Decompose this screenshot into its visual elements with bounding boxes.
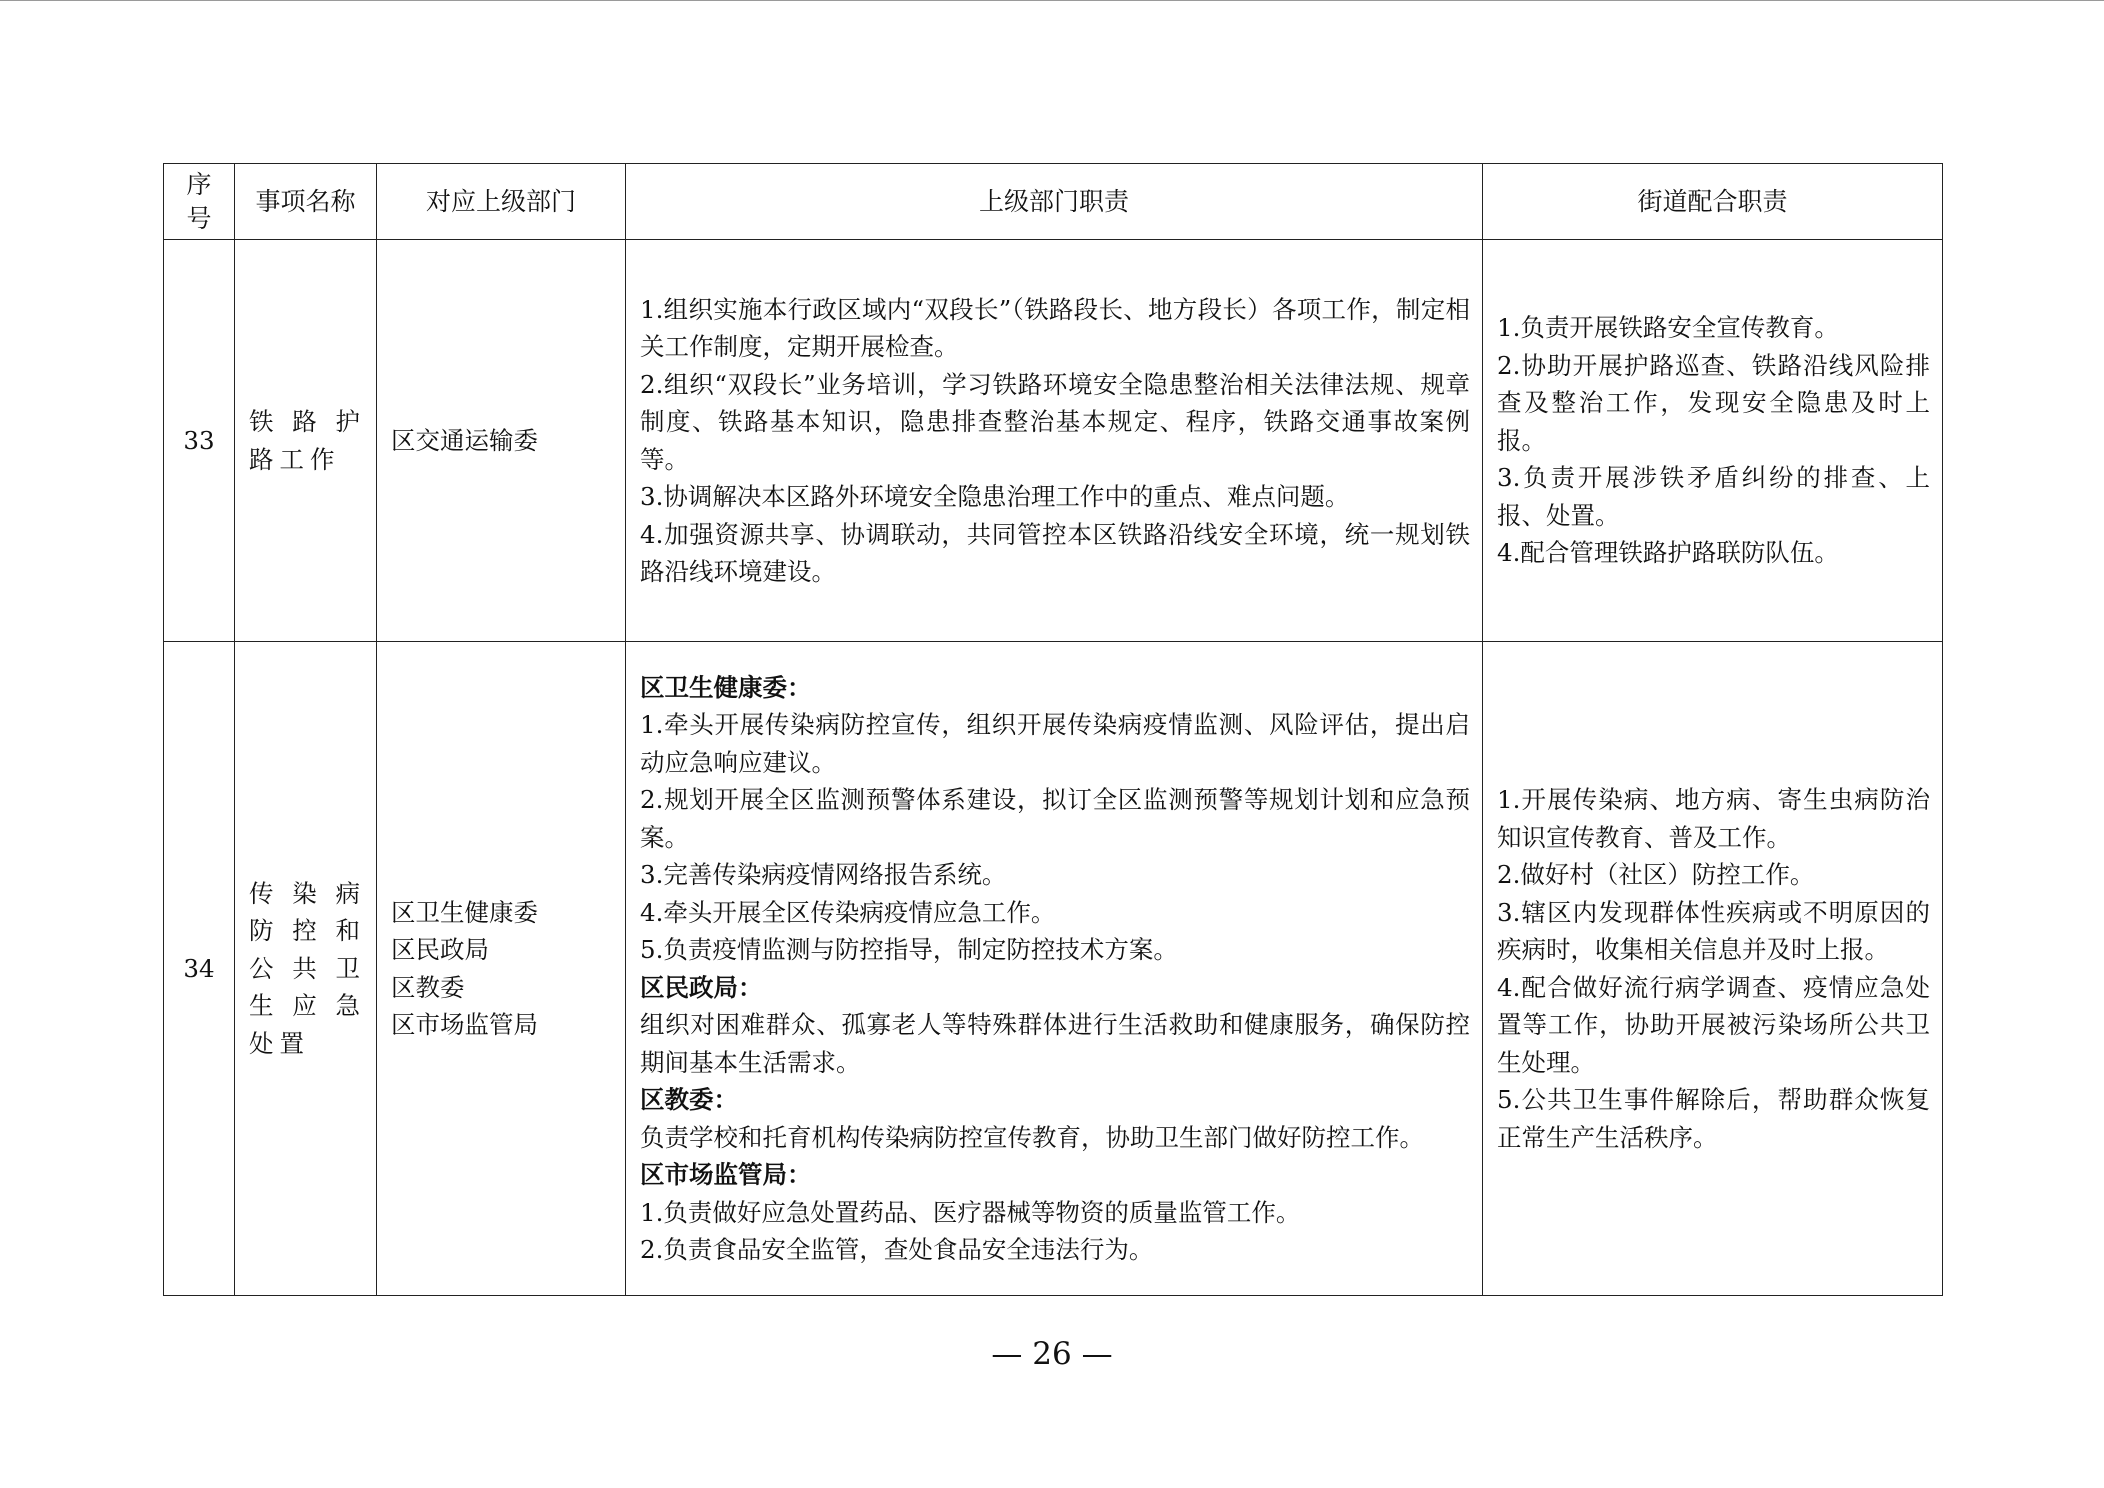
duty-line: 1.组织实施本行政区域内“双段长”（铁路段长、地方段长）各项工作，制定相关工作制度，定期开展检查。 [640, 294, 1470, 361]
duty-group-heading: 区卫生健康委： [640, 672, 812, 702]
duty-group-heading: 区市场监管局： [640, 1160, 812, 1189]
row-street-cooperation [1483, 240, 1943, 642]
coop-line: 3.辖区内发现群体性疾病或不明原因的疾病时，收集相关信息并及时上报。 [1497, 897, 1930, 964]
coop-line: 1.负责开展铁路安全宣传教育。 [1497, 313, 1839, 343]
duty-table [163, 163, 1943, 1296]
duty-line: 2.组织“双段长”业务培训，学习铁路环境安全隐患整治相关法律法规、规章制度、铁路基本知识，隐患排查整治基本规定、程序，铁路交通事故案例等。 [640, 369, 1470, 474]
duty-line: 1.负责做好应急处置药品、医疗器械等物资的质量监管工作。 [640, 1197, 1301, 1227]
coop-line: 5.公共卫生事件解除后，帮助群众恢复正常生产生活秩序。 [1497, 1085, 1930, 1152]
row-street-cooperation [1483, 642, 1943, 1296]
table-row [164, 642, 1943, 1296]
row-seq: 34 [164, 642, 235, 1296]
duty-line: 组织对困难群众、孤寡老人等特殊群体进行生活救助和健康服务，确保防控期间基本生活需求。 [640, 1010, 1470, 1077]
duty-table-container [163, 163, 1942, 1296]
duty-group-heading: 区民政局： [640, 972, 763, 1002]
coop-line: 3.负责开展涉铁矛盾纠纷的排查、上报、处置。 [1497, 463, 1930, 530]
row-seq: 33 [164, 240, 235, 642]
row-item-name: 传染病防控和公共卫生应急处置 [235, 642, 377, 1296]
duty-line: 3.完善传染病疫情网络报告系统。 [640, 860, 1007, 889]
duty-line: 负责学校和托育机构传染病防控宣传教育，协助卫生部门做好防控工作。 [640, 1122, 1424, 1152]
table-header-row [164, 164, 1943, 240]
header-superior-duty: 上级部门职责 [626, 164, 1483, 240]
row-superior-dept [377, 240, 626, 642]
duty-line: 4.加强资源共享、协调联动，共同管控本区铁路沿线安全环境，统一规划铁路沿线环境建设。 [640, 519, 1470, 586]
duty-group-heading: 区教委： [640, 1085, 738, 1114]
header-item-name: 事项名称 [235, 164, 377, 240]
coop-line: 2.做好村（社区）防控工作。 [1497, 860, 1815, 889]
coop-line: 4.配合做好流行病学调查、疫情应急处置等工作，协助开展被污染场所公共卫生处理。 [1497, 972, 1930, 1077]
dept-line: 区民政局 [391, 935, 489, 964]
page-top-border [0, 0, 2104, 1]
dept-line: 区教委 [391, 972, 465, 1002]
header-seq: 序号 [164, 164, 235, 240]
dept-line: 区市场监管局 [391, 1010, 538, 1039]
duty-line: 1.牵头开展传染病防控宣传，组织开展传染病疫情监测、风险评估，提出启动应急响应建议。 [640, 710, 1470, 777]
row-item-name: 铁路护路工作 [235, 240, 377, 642]
coop-line: 4.配合管理铁路护路联防队伍。 [1497, 538, 1839, 568]
coop-line: 1.开展传染病、地方病、寄生虫病防治知识宣传教育、普及工作。 [1497, 785, 1930, 852]
dept-line: 区卫生健康委 [391, 897, 538, 927]
dept-line: 区交通运输委 [391, 425, 538, 455]
row-superior-dept [377, 642, 626, 1296]
duty-line: 2.规划开展全区监测预警体系建设，拟订全区监测预警等规划计划和应急预案。 [640, 785, 1470, 852]
duty-line: 2.负责食品安全监管，查处食品安全违法行为。 [640, 1235, 1154, 1264]
header-superior-dept: 对应上级部门 [377, 164, 626, 240]
duty-line: 3.协调解决本区路外环境安全隐患治理工作中的重点、难点问题。 [640, 482, 1350, 511]
duty-line: 4.牵头开展全区传染病疫情应急工作。 [640, 897, 1056, 927]
table-row [164, 240, 1943, 642]
coop-line: 2.协助开展护路巡查、铁路沿线风险排查及整治工作，发现安全隐患及时上报。 [1497, 350, 1930, 455]
duty-line: 5.负责疫情监测与防控指导，制定防控技术方案。 [640, 935, 1178, 964]
row-superior-duty [626, 642, 1483, 1296]
page-number: — 26 — [991, 1336, 1113, 1372]
row-superior-duty [626, 240, 1483, 642]
header-street-cooperation: 街道配合职责 [1483, 164, 1943, 240]
